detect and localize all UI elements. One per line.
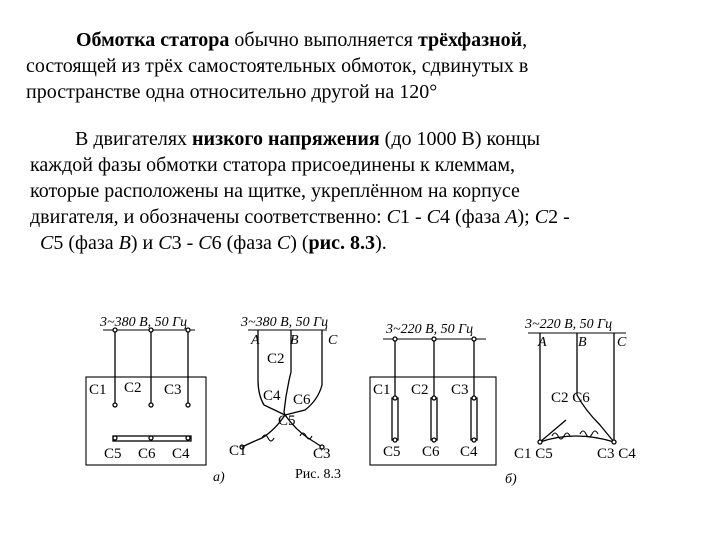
p1-line1: Обмотка статора обычно выполняется трёхфазной, <box>76 29 528 51</box>
winding-c5-star: C5 <box>278 413 296 429</box>
winding-c2c6-delta: C2 C6 <box>551 390 590 406</box>
supply-label-2: 3~380 В, 50 Гц <box>241 315 329 330</box>
term-stator-winding: Обмотка статора <box>76 29 230 51</box>
phase-a-label-1: А <box>251 333 260 348</box>
terminal-c1-board1: C1 <box>89 382 107 398</box>
terminal-c3-board2: C3 <box>451 382 469 398</box>
term-low-voltage: низкого напряжения <box>192 128 380 150</box>
terminal-c3-board1: C3 <box>164 382 182 398</box>
supply-label-1: 3~380 В, 50 Гц <box>100 315 188 330</box>
phase-b-label-2: В <box>578 335 587 350</box>
phase-b-label-1: В <box>290 333 299 348</box>
term-three-phase: трёхфазной <box>417 29 523 51</box>
terminal-c6-board2: C6 <box>422 444 440 460</box>
winding-c4-star: C4 <box>263 388 281 404</box>
winding-c1c5-delta: C1 C5 <box>514 446 553 462</box>
terminal-c5-board2: C5 <box>383 444 401 460</box>
phase-a-label-2: А <box>538 335 547 350</box>
winding-c3c4-delta: C3 C4 <box>597 446 636 462</box>
terminal-c1-board2: C1 <box>373 382 391 398</box>
p2-line3: которые расположены на щитке, укреплённом на корпусе <box>30 180 520 202</box>
supply-label-3: 3~220 В, 50 Гц <box>386 322 474 337</box>
winding-c1-star: C1 <box>229 443 247 459</box>
label-b: б) <box>505 472 517 487</box>
terminal-c2-board1: C2 <box>124 380 142 396</box>
terminal-c5-board1: C5 <box>104 446 122 462</box>
terminal-c6-board1: C6 <box>138 446 156 462</box>
phase-c-label-2: С <box>617 335 627 350</box>
figure-caption: Рис. 8.3 <box>295 467 341 482</box>
winding-c6-star: C6 <box>293 392 311 408</box>
p2-line4: двигателя, и обозначены соответственно: С1 - С4 (фаза А); С2 - <box>30 206 570 228</box>
figure-reference: рис. 8.3 <box>308 232 376 254</box>
winding-c2-star: C2 <box>267 351 285 367</box>
label-a: а) <box>213 470 225 485</box>
supply-label-4: 3~220 В, 50 Гц <box>525 317 613 332</box>
p2-line1: В двигателях низкого напряжения (до 1000 В) концы <box>75 128 541 150</box>
p1-line2: состоящей из трёх самостоятельных обмоток, сдвинутых в <box>26 55 529 77</box>
p2-line2: каждой фазы обмотки статора присоединены к клеммам, <box>30 154 516 176</box>
terminal-c2-board2: C2 <box>411 382 429 398</box>
winding-c3-star: C3 <box>313 446 331 462</box>
p1-line3: пространстве одна относительно другой на 120° <box>26 81 438 103</box>
p2-line5: С5 (фаза В) и С3 - С6 (фаза С) (рис. 8.3). <box>40 232 387 254</box>
terminal-c4-board2: C4 <box>460 444 478 460</box>
terminal-c4-board1: C4 <box>172 446 190 462</box>
phase-c-label-1: С <box>328 333 338 348</box>
